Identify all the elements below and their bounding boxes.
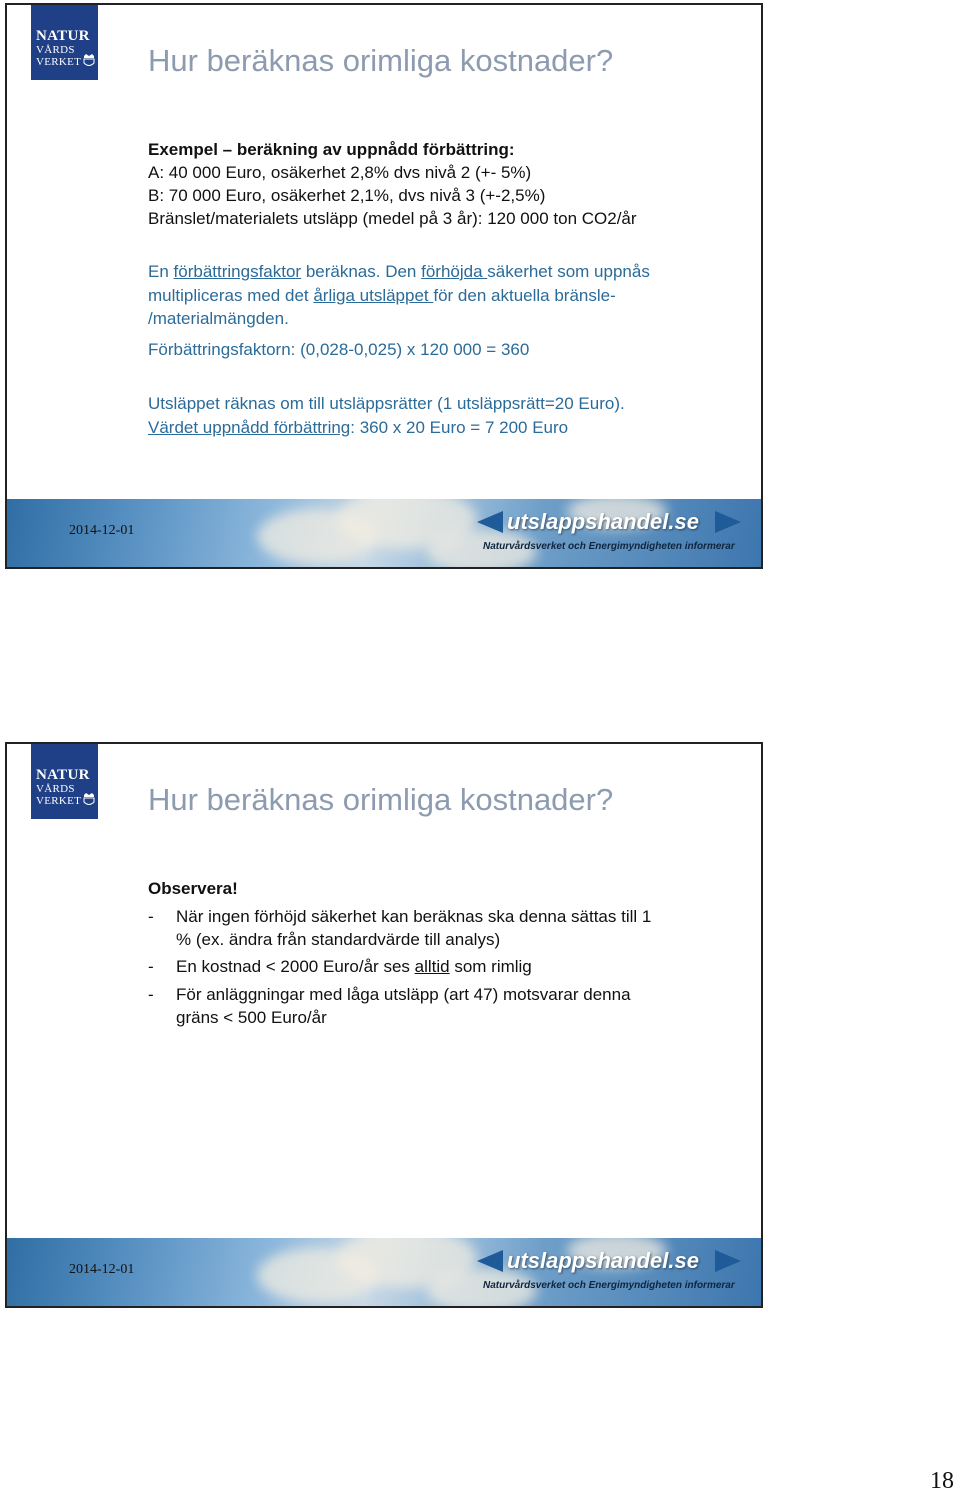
footer-brand: utslappshandel.se: [507, 509, 699, 534]
slide-1-content: [148, 138, 748, 440]
list-item: [148, 983, 748, 1029]
text: % (ex. ändra från standardvärde till analys): [176, 930, 501, 949]
arrow-right-icon: [715, 1250, 741, 1272]
text: multipliceras med det: [148, 286, 314, 305]
slide-footer: [7, 499, 761, 567]
naturvardsverket-logo: [31, 5, 98, 80]
arrow-left-icon: [477, 511, 503, 533]
arrow-right-icon: [715, 511, 741, 533]
dash: -: [148, 985, 154, 1004]
text: /materialmängden.: [148, 309, 289, 328]
text: beräknas. Den: [301, 262, 422, 281]
example-heading: Exempel – beräkning av uppnådd förbättring:: [148, 140, 515, 159]
logo-line-1: NATUR: [36, 767, 90, 783]
footer-date: 2014-12-01: [69, 523, 135, 538]
text: För anläggningar med låga utsläpp (art 47) motsvarar denna: [176, 985, 631, 1004]
logo-line-1: NATUR: [36, 28, 90, 44]
term-vardet-uppnadd-forbattring: Värdet uppnådd förbättring: [148, 418, 351, 437]
crown-crest-icon: [83, 792, 95, 807]
slide-title: Hur beräknas orimliga kostnader?: [148, 782, 614, 817]
logo-line-2: VÅRDS: [36, 783, 75, 795]
slide-2: [5, 742, 763, 1308]
footer-tagline: Naturvårdsverket och Energimyndigheten informerar: [483, 1280, 735, 1291]
term-alltid: alltid: [414, 957, 450, 976]
page-number: 18: [930, 1468, 954, 1494]
term-arliga-utslappet: årliga utsläppet: [313, 286, 434, 305]
text: En: [148, 262, 174, 281]
factor-calculation: Förbättringsfaktorn: (0,028-0,025) x 120 000 = 360: [148, 340, 530, 359]
dash: -: [148, 957, 154, 976]
arrow-left-icon: [477, 1250, 503, 1272]
slide-footer: [7, 1238, 761, 1306]
slide-1: [5, 3, 763, 569]
term-forhojda: förhöjda: [421, 262, 488, 281]
slide-2-content: [148, 877, 748, 1029]
term-forbattringsfaktor: förbättringsfaktor: [173, 262, 302, 281]
line-b: B: 70 000 Euro, osäkerhet 2,1%, dvs nivå 3 (+-2,5%): [148, 186, 546, 205]
footer-date: 2014-12-01: [69, 1262, 135, 1277]
slide-title: Hur beräknas orimliga kostnader?: [148, 43, 614, 78]
text: gräns < 500 Euro/år: [176, 1008, 327, 1027]
dash: -: [148, 907, 154, 926]
text: för den aktuella bränsle-: [433, 286, 616, 305]
text: En kostnad < 2000 Euro/år ses: [176, 957, 415, 976]
line-a: A: 40 000 Euro, osäkerhet 2,8% dvs nivå 2 (+- 5%): [148, 163, 532, 182]
list-item: [148, 955, 748, 979]
line-c: Bränslet/materialets utsläpp (medel på 3 år): 120 000 ton CO2/år: [148, 209, 637, 228]
list-item: [148, 905, 748, 951]
observe-heading: Observera!: [148, 879, 238, 898]
logo-line-2: VÅRDS: [36, 44, 75, 56]
text: : 360 x 20 Euro = 7 200 Euro: [350, 418, 569, 437]
factor-explanation: [148, 260, 748, 330]
logo-line-3: VERKET: [36, 56, 82, 68]
crown-crest-icon: [83, 53, 95, 68]
footer-brand: utslappshandel.se: [507, 1248, 699, 1273]
footer-tagline: Naturvårdsverket och Energimyndigheten informerar: [483, 541, 735, 552]
text: När ingen förhöjd säkerhet kan beräknas ska denna sättas till 1: [176, 907, 652, 926]
logo-line-3: VERKET: [36, 795, 82, 807]
naturvardsverket-logo: [31, 744, 98, 819]
text: som rimlig: [449, 957, 532, 976]
text: säkerhet som uppnås: [487, 262, 650, 281]
value-line: [148, 416, 748, 440]
conversion-line: Utsläppet räknas om till utsläppsrätter (1 utsläppsrätt=20 Euro).: [148, 394, 625, 413]
